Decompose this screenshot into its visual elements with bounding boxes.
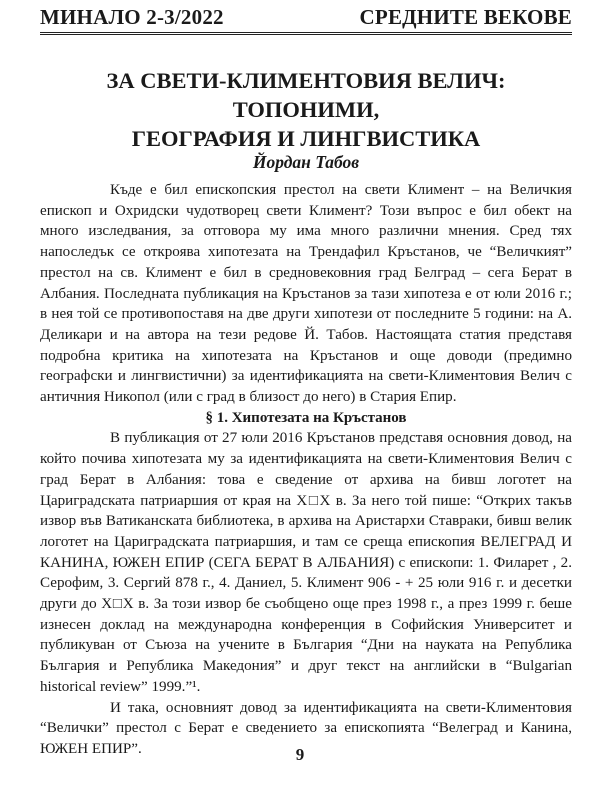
title-line: ТОПОНИМИ, [232, 97, 380, 122]
title-line: ЗА СВЕТИ-КЛИМЕНТОВИЯ ВЕЛИЧ: [106, 68, 506, 93]
article-author: Йордан Табов [252, 152, 360, 172]
section-paragraph: И така, основният довод за идентификацията на свети-Климентовия “Велички” престол с Берат е сведението за епископията “Велеград и Канина, ЮЖЕН ЕПИР”. [40, 699, 572, 757]
page-number: 9 [295, 745, 305, 764]
running-header [40, 2, 572, 35]
section-name: СРЕДНИТЕ ВЕКОВЕ [359, 4, 572, 29]
journal-issue: МИНАЛО 2-3/2022 [40, 4, 224, 29]
title-line: ГЕОГРАФИЯ И ЛИНГВИСТИКА [131, 126, 481, 151]
article-title [40, 66, 572, 153]
article-body [40, 180, 572, 760]
section-paragraph: В публикация от 27 юли 2016 Кръстанов представя основния довод, на който почива хипотезата му за идентификацията на свети-Климентовия Велич с град Берат в Албания: това е сведение от архива на бивш логотет на Цариградската патриаршия от края на Х□Х в. За него той пише: “Открих такъв извор във Ватиканската библиотека, в архива на Аристархи Ставраки, бивш велик логотет на Цариградската патриаршия, и там се срещa епископия ВЕЛЕГРАД И КАНИНА, ЮЖЕН ЕПИР (СЕГА БЕРАТ В АЛБАНИЯ) с епископи: 1. Филарет , 2. Серофим, 3. Сергий 878 г., 4. Даниел, 5. Климент 906 - + 25 юли 916 г. и десетки други до Х□Х в. За този извор бе съобщено още през 1998 г., а през 1999 г. беше изнесен доклад на международна конференция в Софийския Университет и публикуван от Съюза на учените в България “Дни на науката на Република България и Република Македония” и друг текст на английски в “Bulgarian historical review” 1999.”¹. [40, 430, 572, 695]
intro-paragraph: Къде е бил епископския престол на свети Климент – на Величкия епископ и Охридски чудотворец свети Климент? Този въпрос е бил обект на много изследвания, за отговора му има много различни мнения. Сред тях напоследък се откроява хипотезата на Трендафил Кръстанов, че “Величкият” престол на св. Климент е бил в средновековния град Белград – сега Берат в Албания. Последната публикация на Кръстанов за тази хипотеза е от юли 2016 г.; в нея той се противопоставя на две други хипотези от последните 5 години: на А. Деликари и на автора на тези редове Й. Табов. Настоящата статия представя подробна критика на хипотезата на Кръстанов и още доводи (предимно географски и лингвистични) за идентификацията на свети-Климентовия Велич с античния Никопол (или с град в близост до него) в Стария Епир. [40, 182, 572, 406]
section-heading: § 1. Хипотезата на Кръстанов [205, 409, 407, 426]
